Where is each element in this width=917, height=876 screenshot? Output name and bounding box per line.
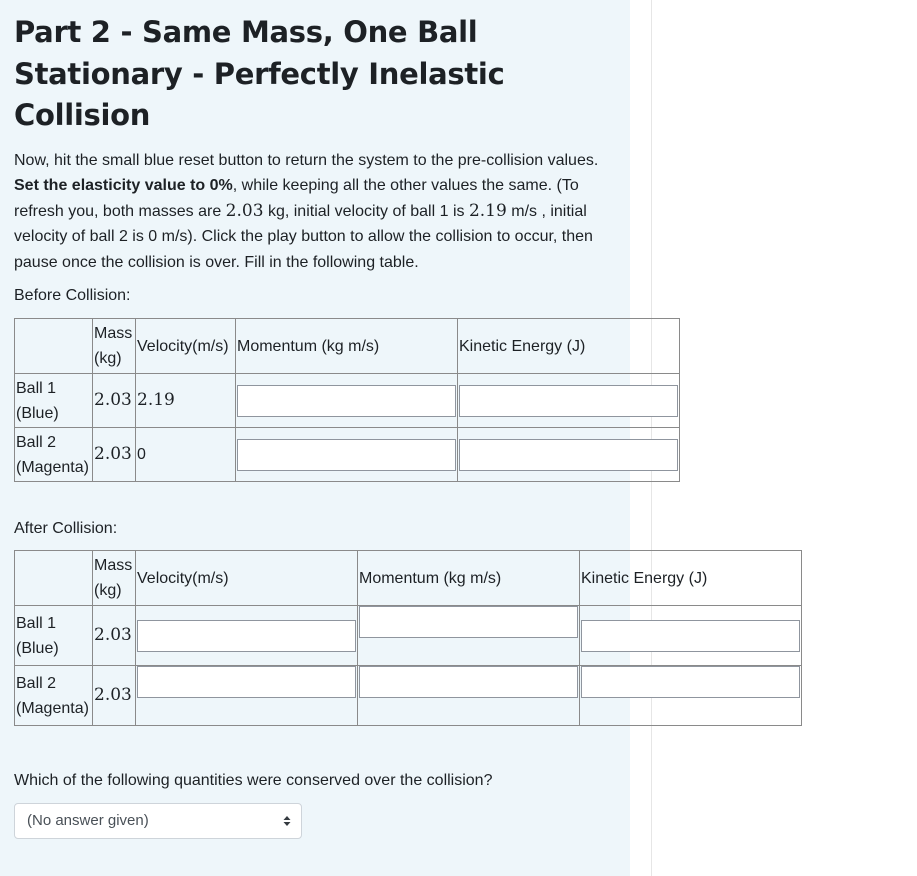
header-kinetic-energy: Kinetic Energy (J) (458, 319, 680, 374)
momentum-cell (358, 666, 580, 726)
table-row (15, 606, 802, 666)
mass-value: 2.03 (93, 666, 136, 726)
kinetic-energy-input[interactable] (459, 385, 678, 417)
after-collision-table (14, 550, 802, 726)
answer-select[interactable] (14, 803, 302, 839)
header-mass: Mass (kg) (93, 551, 136, 606)
velocity-cell (136, 606, 358, 666)
before-collision-table (14, 318, 680, 482)
header-momentum: Momentum (kg m/s) (358, 551, 580, 606)
instructions-bold: Set the elasticity value to 0% (14, 177, 233, 194)
ball-label: Ball 2 (Magenta) (15, 428, 93, 482)
ball-label: Ball 1 (Blue) (15, 606, 93, 666)
page-title: Part 2 - Same Mass, One Ball Stationary - Perfectly Inelastic Collision (14, 15, 505, 132)
table-row (15, 428, 680, 482)
velocity-value: 0 (136, 428, 236, 482)
mass-value: 2.03 (93, 374, 136, 428)
kinetic-energy-cell (580, 606, 802, 666)
header-velocity: Velocity(m/s) (136, 319, 236, 374)
table-row (15, 666, 802, 726)
instructions-text-4: m/s , initial velocity of ball 2 is 0 m/s). Click the play button to allow the collision to occur, then pause once the collision is over. Fill in the following table. (14, 202, 593, 271)
kinetic-energy-input[interactable] (581, 666, 800, 698)
question-content (14, 0, 914, 829)
answer-select-value: (No answer given) (27, 812, 149, 829)
chevron-up-down-icon (283, 804, 291, 841)
instructions-velocity: 2.19 (468, 200, 507, 221)
header-momentum: Momentum (kg m/s) (236, 319, 458, 374)
momentum-input[interactable] (359, 666, 578, 698)
mass-value: 2.03 (93, 428, 136, 482)
header-mass: Mass (kg) (93, 319, 136, 374)
before-collision-label: Before Collision: (14, 287, 131, 304)
velocity-cell (136, 666, 358, 726)
instructions-mass: 2.03 (225, 200, 264, 221)
velocity-value: 2.19 (136, 374, 236, 428)
velocity-input[interactable] (137, 666, 356, 698)
table-header-row (15, 319, 680, 374)
momentum-cell (236, 374, 458, 428)
header-empty (15, 319, 93, 374)
kinetic-energy-cell (458, 374, 680, 428)
kinetic-energy-input[interactable] (459, 439, 678, 471)
header-kinetic-energy: Kinetic Energy (J) (580, 551, 802, 606)
header-empty (15, 551, 93, 606)
table-row (15, 374, 680, 428)
momentum-input[interactable] (359, 606, 578, 638)
ball-label: Ball 1 (Blue) (15, 374, 93, 428)
ball-label: Ball 2 (Magenta) (15, 666, 93, 726)
velocity-input[interactable] (137, 620, 356, 652)
instructions-text-1: Now, hit the small blue reset button to return the system to the pre-collision values. (14, 151, 599, 169)
kinetic-energy-cell (458, 428, 680, 482)
instructions-text-2: , while keeping all the other values the same. (To refresh you, both masses are (14, 177, 579, 220)
momentum-input[interactable] (237, 439, 456, 471)
kinetic-energy-cell (580, 666, 802, 726)
instructions-text-3: kg, initial velocity of ball 1 is (263, 202, 469, 220)
after-collision-label: After Collision: (14, 520, 118, 537)
table-header-row (15, 551, 802, 606)
momentum-cell (236, 428, 458, 482)
momentum-input[interactable] (237, 385, 456, 417)
kinetic-energy-input[interactable] (581, 620, 800, 652)
instructions (14, 148, 614, 276)
header-velocity: Velocity(m/s) (136, 551, 358, 606)
conserved-question: Which of the following quantities were conserved over the collision? (14, 772, 493, 789)
mass-value: 2.03 (93, 606, 136, 666)
momentum-cell (358, 606, 580, 666)
